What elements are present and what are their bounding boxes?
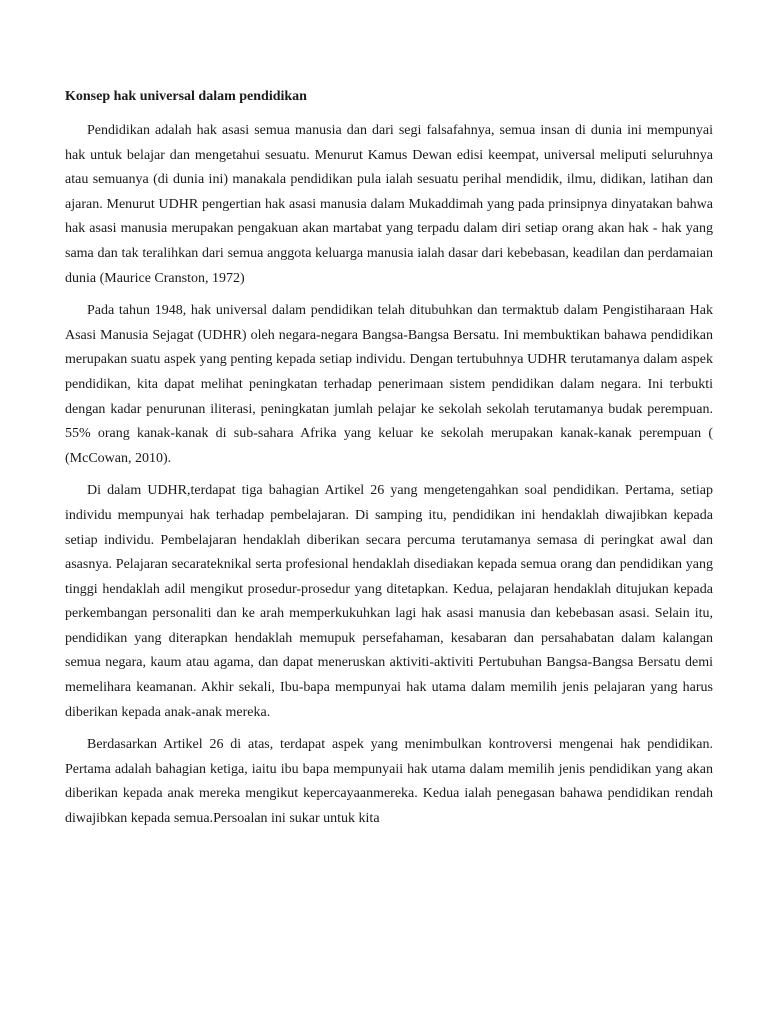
paragraph-4: Berdasarkan Artikel 26 di atas, terdapat aspek yang menimbulkan kontroversi mengenai hak pendidikan. Pertama adalah bahagian ketiga, iaitu ibu bapa mempunyaii hak utama dalam memilih jenis pendidikan yang akan diberikan kepada anak mereka mengikut kepercayaanmereka. Kedua ialah penegasan bahawa pendidikan rendah diwajibkan kepada semua.Persoalan ini sukar untuk kita (65, 737, 713, 827)
document-heading: Konsep hak universal dalam pendidikan (65, 89, 307, 104)
paragraph-2: Pada tahun 1948, hak universal dalam pendidikan telah ditubuhkan dan termaktub dalam Pengistiharaan Hak Asasi Manusia Sejagat (UDHR) oleh negara-negara Bangsa-Bangsa Bersatu. Ini membuktikan bahawa pendidikan merupakan suatu aspek yang penting kepada setiap individu. Dengan tertubuhnya UDHR terutamanya dalam aspek pendidikan, kita dapat melihat peningkatan terhadap penerimaan sistem pendidikan dalam negara. Ini terbukti dengan kadar penurunan iliterasi, peningkatan jumlah pelajar ke sekolah sekolah terutamanya budak perempuan. 55% orang kanak-kanak di sub-sahara Afrika yang keluar ke sekolah merupakan kanak-kanak perempuan ( (McCowan, 2010). (65, 303, 713, 466)
paragraph-3: Di dalam UDHR,terdapat tiga bahagian Artikel 26 yang mengetengahkan soal pendidikan. Pertama, setiap individu mempunyai hak terhadap pembelajaran. Di samping itu, pendidikan ini hendaklah diwajibkan kepada setiap individu. Pembelajaran hendaklah diberikan secara percuma terutamanya semasa di peringkat awal dan asasnya. Pelajaran secarateknikal serta profesional hendaklah disediakan kepada semua orang dan pendidikan yang tinggi hendaklah adil mengikut prosedur-prosedur yang ditetapkan. Kedua, pelajaran hendaklah ditujukan kepada perkembangan personaliti dan ke arah memperkukuhkan lagi hak asasi manusia dan kebebasan asasi. Selain itu, pendidikan yang diterapkan hendaklah memupuk persefahaman, kesabaran dan persahabatan dalam kalangan semua negara, kaum atau agama, dan dapat meneruskan aktiviti-aktiviti Pertubuhan Bangsa-Bangsa Bersatu demi memelihara keamanan. Akhir sekali, Ibu-bapa mempunyai hak utama dalam memilih jenis pelajaran yang harus diberikan kepada anak-anak mereka. (65, 483, 713, 720)
document-page (65, 84, 713, 840)
paragraph-1: Pendidikan adalah hak asasi semua manusia dan dari segi falsafahnya, semua insan di dunia ini mempunyai hak untuk belajar dan mengetahui sesuatu. Menurut Kamus Dewan edisi keempat, universal meliputi seluruhnya atau semuanya (di dunia ini) manakala pendidikan pula ialah sesuatu perihal mendidik, ilmu, didikan, latihan dan ajaran. Menurut UDHR pengertian hak asasi manusia dalam Mukaddimah yang pada prinsipnya dinyatakan bahwa hak asasi manusia merupakan pengakuan akan martabat yang terpadu dalam diri setiap orang akan hak - hak yang sama dan tak teralihkan dari semua anggota keluarga manusia ialah dasar dari kebebasan, keadilan dan perdamaian dunia (Maurice Cranston, 1972) (65, 123, 713, 286)
